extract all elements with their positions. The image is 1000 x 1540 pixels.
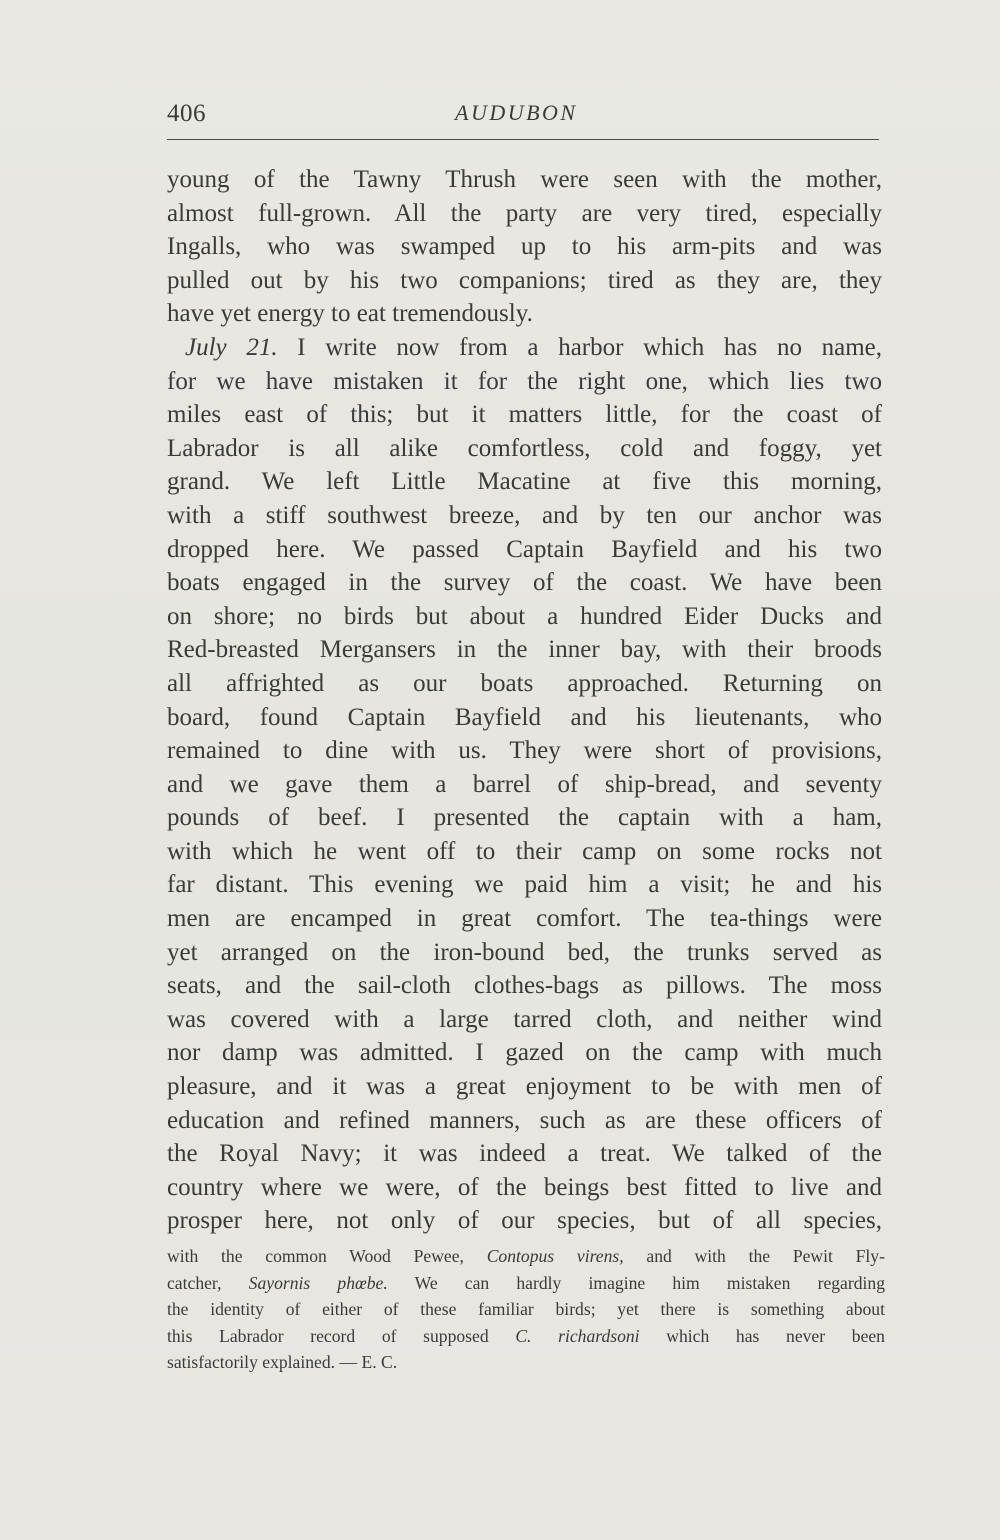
footnote-line: [167, 1323, 885, 1350]
text-line: seats, and the sail-cloth clothes-bags as pillows. The moss: [167, 972, 882, 1000]
footnote: [167, 1243, 885, 1376]
text-line: grand. We left Little Macatine at five this morning,: [167, 468, 882, 496]
text-line: the Royal Navy; it was indeed a treat. We talked of the: [167, 1140, 882, 1168]
text-line: [167, 331, 882, 365]
text-line: prosper here, not only of our species, but of all species,: [167, 1207, 882, 1235]
text-line: was covered with a large tarred cloth, and neither wind: [167, 1005, 882, 1033]
text-line: remained to dine with us. They were short of provisions,: [167, 737, 882, 765]
text-line: for we have mistaken it for the right one, which lies two: [167, 367, 882, 395]
footnote-text: catcher,: [167, 1272, 222, 1293]
footnote-line: the identity of either of these familiar birds; yet there is something about: [167, 1299, 885, 1319]
species-name: Contopus virens,: [486, 1246, 624, 1266]
species-name: C. richardsoni: [515, 1325, 640, 1346]
text-line: with which he went off to their camp on some rocks not: [167, 837, 882, 865]
text-line: and we gave them a barrel of ship-bread, and seventy: [167, 770, 882, 798]
text-line: dropped here. We passed Captain Bayfield and his two: [167, 535, 882, 563]
footnote-text: and with the Pewit Fly-: [646, 1246, 885, 1266]
text-line: far distant. This evening we paid him a visit; he and his: [167, 871, 882, 899]
text-line: Red-breasted Mergansers in the inner bay, with their broods: [167, 636, 882, 664]
text-line: on shore; no birds but about a hundred Eider Ducks and: [167, 602, 882, 630]
text-line: all affrighted as our boats approached. Returning on: [167, 669, 882, 697]
page-number: 406: [167, 100, 206, 127]
text-line: yet arranged on the iron-bound bed, the trunks served as: [167, 938, 882, 966]
header-rule: [167, 139, 879, 140]
body-text: [167, 163, 882, 1238]
text-line: young of the Tawny Thrush were seen with the mother,: [167, 166, 882, 193]
text-line: almost full-grown. All the party are very tired, especially: [167, 199, 882, 227]
footnote-text: with the common Wood Pewee,: [167, 1246, 464, 1266]
text-line: miles east of this; but it matters little, for the coast of: [167, 401, 882, 429]
running-head: AUDUBON: [455, 100, 578, 125]
text-line: pounds of beef. I presented the captain with a ham,: [167, 804, 882, 832]
text-line: Ingalls, who was swamped up to his arm-pits and was: [167, 233, 882, 261]
page-header: [167, 96, 881, 136]
text-line: board, found Captain Bayfield and his lieutenants, who: [167, 703, 882, 731]
text-line: have yet energy to eat tremendously.: [167, 300, 533, 328]
text-line: pulled out by his two companions; tired as they are, they: [167, 266, 882, 294]
footnote-line: satisfactorily explained. — E. C.: [167, 1352, 398, 1372]
text-line: Labrador is all alike comfortless, cold and foggy, yet: [167, 434, 882, 462]
species-name: Sayornis phœbe.: [248, 1272, 388, 1293]
footnote-line: [167, 1243, 885, 1270]
text-line: pleasure, and it was a great enjoyment to be with men of: [167, 1073, 882, 1101]
text-line: education and refined manners, such as are these officers of: [167, 1106, 882, 1134]
footnote-line: [167, 1270, 885, 1297]
footnote-text: this Labrador record of supposed: [167, 1325, 489, 1346]
footnote-text: We can hardly imagine him mistaken regarding: [414, 1272, 886, 1293]
date-heading: July 21.: [185, 333, 278, 361]
text-line: boats engaged in the survey of the coast. We have been: [167, 569, 882, 597]
text-line: with a stiff southwest breeze, and by ten our anchor was: [167, 501, 882, 529]
text-line: nor damp was admitted. I gazed on the camp with much: [167, 1039, 882, 1067]
text-line: country where we were, of the beings best fitted to live and: [167, 1173, 882, 1201]
text-line: men are encamped in great comfort. The tea-things were: [167, 905, 882, 933]
text-line-content: I write now from a harbor which has no name,: [297, 333, 883, 361]
footnote-text: which has never been: [666, 1325, 885, 1346]
